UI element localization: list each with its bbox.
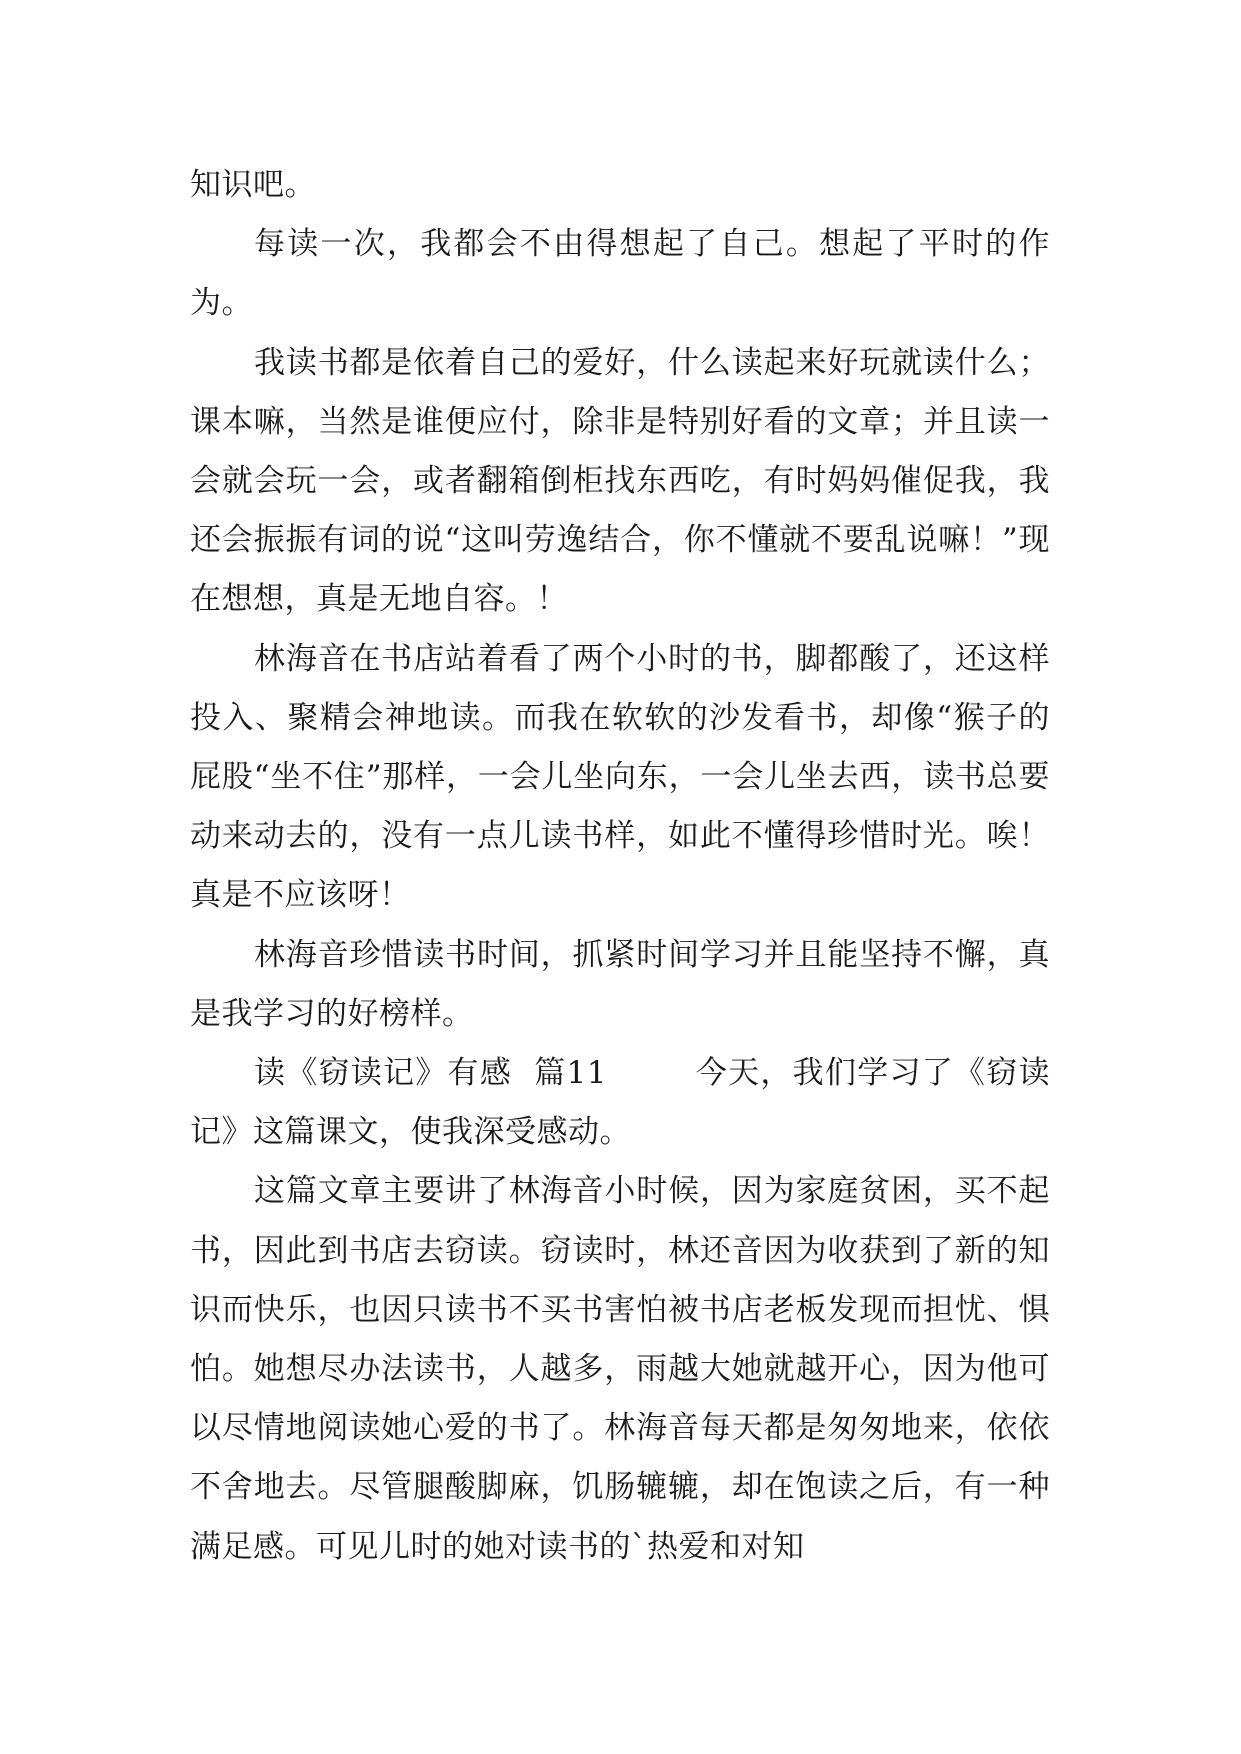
paragraph-6: 读《窃读记》有感 篇11 今天，我们学习了《窃读记》这篇课文，使我深受感动。: [190, 1055, 1050, 1151]
paragraph-2: 每读一次，我都会不由得想起了自己。想起了平时的作为。: [190, 226, 1050, 322]
paragraph-7: 这篇文章主要讲了林海音小时候，因为家庭贫困，买不起书，因此到书店去窃读。窃读时，林还音因为收获到了新的知识而快乐，也因只读书不买书害怕被书店老板发现而担忧、惧怕。她想尽办法读书，人越多，雨越大她就越开心，因为他可以尽情地阅读她心爱的书了。林海音每天都是匆匆地来，依依不舍地去。尽管腿酸脚麻，饥肠辘辘，却在饱读之后，有一种满足感。可见儿时的她对读书的`热爱和对知: [190, 1173, 1050, 1565]
paragraph-4: 林海音在书店站着看了两个小时的书，脚都酸了，还这样投入、聚精会神地读。而我在软软的沙发看书，却像“猴子的屁股“坐不住”那样，一会儿坐向东，一会儿坐去西，读书总要动来动去的，没有一点儿读书样，如此不懂得珍惜时光。唉！真是不应该呀！: [190, 640, 1050, 914]
paragraph-1: 知识吧。: [190, 167, 316, 203]
paragraph-3: 我读书都是依着自己的爱好，什么读起来好玩就读什么；课本嘛，当然是谁便应付，除非是特别好看的文章；并且读一会就会玩一会，或者翻箱倒柜找东西吃，有时妈妈催促我，我还会振振有词的说“这叫劳逸结合，你不懂就不要乱说嘛！”现在想想，真是无地自容。！: [190, 344, 1050, 618]
body-text: [190, 156, 1050, 1577]
paragraph-5: 林海音珍惜读书时间，抓紧时间学习并且能坚持不懈，真是我学习的好榜样。: [190, 936, 1050, 1032]
